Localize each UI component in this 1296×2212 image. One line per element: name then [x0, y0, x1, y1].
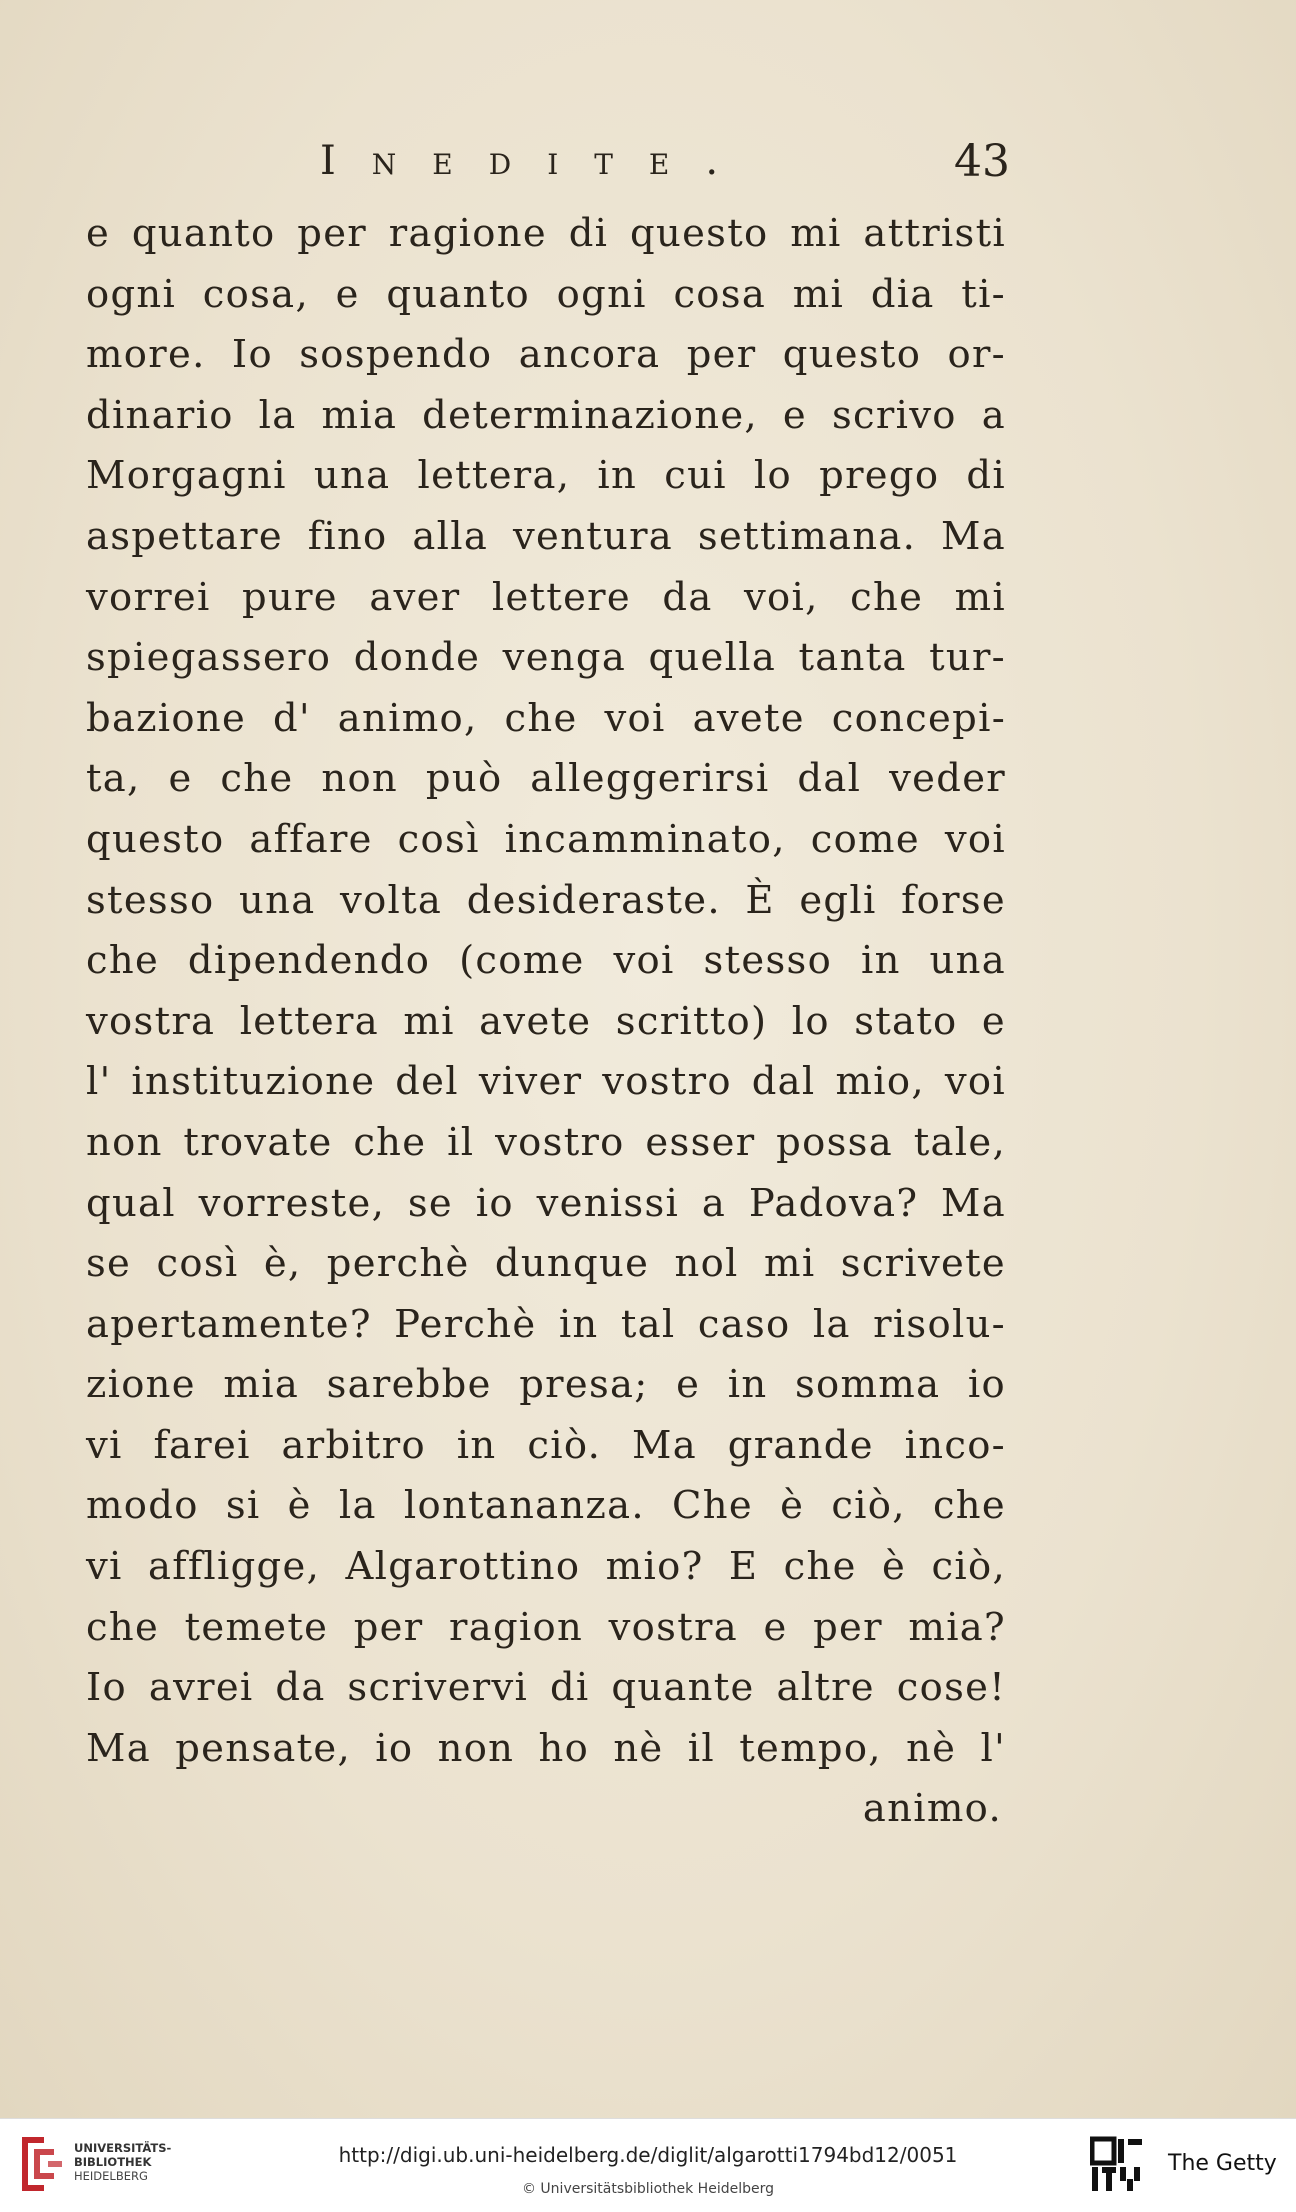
- permalink-url[interactable]: http://digi.ub.uni-heidelberg.de/diglit/algarotti1794bd12/0051: [338, 2143, 958, 2167]
- text-line: vorrei pure aver lettere da voi, che mi: [86, 574, 1006, 620]
- text-line: more. Io sospendo ancora per questo or-: [86, 332, 1006, 378]
- getty-label: The Getty: [1168, 2151, 1277, 2176]
- running-head: [320, 138, 1010, 188]
- text-line: apertamente? Perchè in tal caso la risolu-: [86, 1301, 1006, 1347]
- text-line: Io avrei da scrivervi di quante altre cose!: [86, 1665, 1006, 1711]
- text-line: ta, e che non può alleggerirsi dal veder: [86, 756, 1006, 802]
- text-line: non trovate che il vostro esser possa tale,: [86, 1119, 1006, 1165]
- viewer-footer: [0, 2118, 1296, 2212]
- text-line: vi farei arbitro in ciò. Ma grande inco-: [86, 1422, 1006, 1468]
- text-line: qual vorreste, se io venissi a Padova? Ma: [86, 1180, 1006, 1226]
- text-line: questo affare così incamminato, come voi: [86, 816, 1006, 862]
- text-line: se così è, perchè dunque nol mi scrivete: [86, 1241, 1006, 1287]
- text-line: modo si è la lontananza. Che è ciò, che: [86, 1483, 1006, 1529]
- text-line: aspettare fino alla ventura settimana. Ma: [86, 513, 1006, 559]
- text-line: che temete per ragion vostra e per mia?: [86, 1604, 1006, 1650]
- text-line: dinario la mia determinazione, e scrivo a: [86, 392, 1006, 438]
- text-line: Morgagni una lettera, in cui lo prego di: [86, 453, 1006, 499]
- running-title: Inedite.: [320, 138, 755, 184]
- text-line: l' instituzione del viver vostro dal mio, voi: [86, 1059, 1006, 1105]
- text-line: bazione d' animo, che voi avete concepi-: [86, 695, 1006, 741]
- text-line: stesso una volta desideraste. È egli forse: [86, 877, 1006, 923]
- text-line: ogni cosa, e quanto ogni cosa mi dia ti-: [86, 271, 1006, 317]
- text-line: vi affligge, Algarottino mio? E che è ciò,: [86, 1544, 1006, 1590]
- text-line: vostra lettera mi avete scritto) lo stato e: [86, 998, 1006, 1044]
- catchword: animo.: [862, 1786, 1002, 1832]
- text-line: e quanto per ragione di questo mi attristi: [86, 211, 1006, 256]
- text-line: spiegassero donde venga quella tanta tur-: [86, 635, 1006, 681]
- copyright-notice: © Universitätsbibliothek Heidelberg: [521, 2181, 774, 2197]
- text-line: Ma pensate, io non ho nè il tempo, nè l': [86, 1725, 1006, 1771]
- getty-logo-icon[interactable]: [1090, 2135, 1144, 2195]
- body-text: [86, 204, 1006, 1840]
- page-number: 43: [954, 136, 1010, 187]
- text-line: che dipendendo (come voi stesso in una: [86, 938, 1006, 984]
- text-line: zione mia sarebbe presa; e in somma io: [86, 1362, 1006, 1408]
- library-name: UNIVERSITÄTS- BIBLIOTHEK HEIDELBERG: [74, 2141, 172, 2183]
